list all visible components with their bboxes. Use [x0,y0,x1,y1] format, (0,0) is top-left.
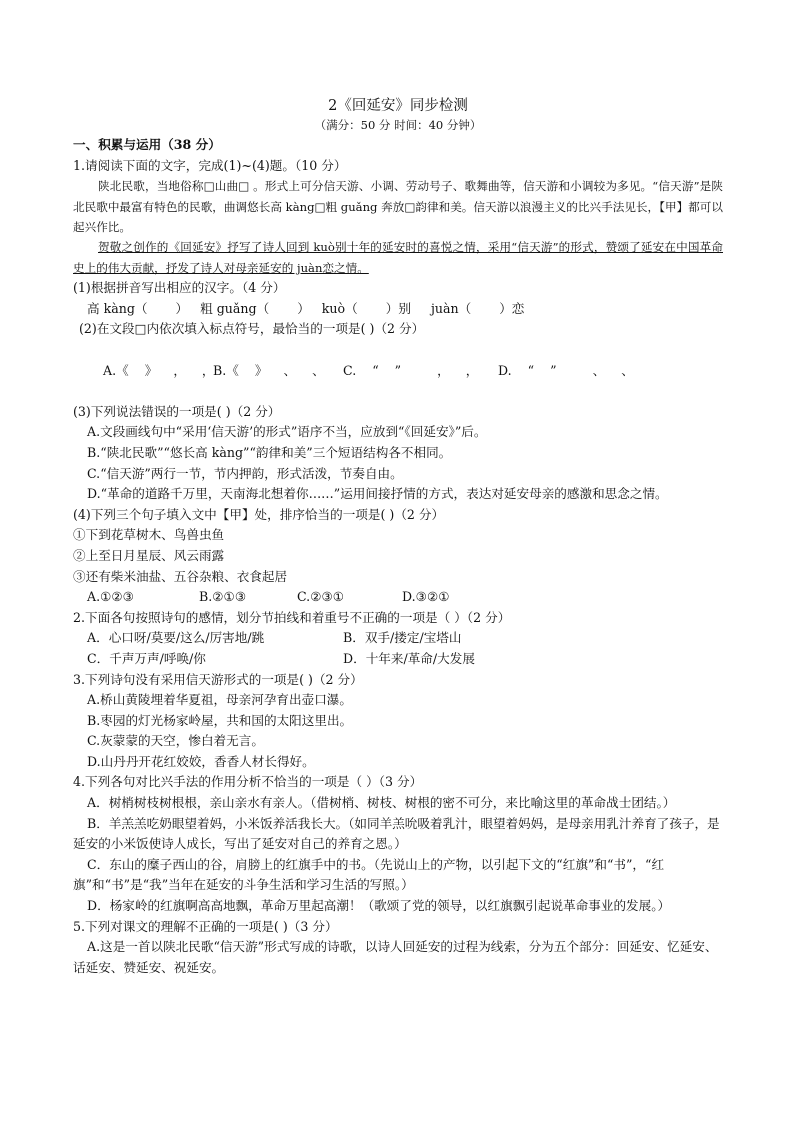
q1-stem: 1.请阅读下面的文字，完成(1)~(4)题。（10 分） [73,157,347,173]
q1-sub2-stem: (2)在文段□内依次填入标点符号，最恰当的一项是( )（2 分） [79,321,425,337]
option-b: B.枣园的灯光杨家岭屋，共和国的太阳这里出。 [87,712,353,728]
option-a: A．树梢树枝树根根，亲山亲水有亲人。（借树梢、树枝、树根的密不可分，来比喻这里的革命战士团结。） [87,795,676,811]
q1-sub1-stem: (1)根据拼音写出相应的汉字。（4 分） [73,280,286,296]
section-heading: 一、积累与运用（38 分） [73,137,221,152]
option-d: D.③②① [402,589,450,605]
option-d: D.山丹丹开花红姣姣，香香人材长得好。 [87,753,315,769]
option-b: B．羊羔羔吃奶眼望着妈，小米饭养活我长大。（如同羊羔吮吸着乳汁，眼望着妈妈，是母亲用乳汁养育了孩子，是延安的小米饭使诗人成长，写出了延安对自己的养育之恩。） [73,815,720,852]
sentence-2: ②上至日月星辰、风云雨露 [73,547,225,563]
q1-sub4-options [73,587,723,608]
q5-stem: 5.下列对课文的理解不正确的一项是( )（3 分） [73,918,338,934]
option-d: D．杨家岭的红旗啊高高地飘，革命万里起高潮！（歌颂了党的领导，以红旗飘引起说革命事业的发展。） [87,898,671,914]
option-d: D. “ ” 、 、 [498,362,634,378]
option-d: D.“革命的道路千万里，天南海北想着你……”运用间接抒情的方式，表达对延安母亲的感激和思念之情。 [87,486,668,502]
option-a: A.文段画线句中“采用‘信天游’的形式”语序不当，应放到“《回延安》”后。 [87,424,487,440]
q1-passage-1: 陕北民歌，当地俗称□山曲□ 。形式上可分信天游、小调、劳动号子、歌舞曲等，信天游和小调较为多见。“信天游”是陕北民歌中最富有特色的民歌，曲调悠长高 kàng□粗 guǎng 奔放□韵律和美。信天游以浪漫主义的比兴手法见长，【甲】都可以起兴作比。 [73,179,723,234]
q1-sub2-options [73,340,723,402]
option-c: C. “ ” ， ， [343,362,479,378]
option-b: B.②①③ [199,589,247,605]
option-c: C.“信天游”两行一节，节内押韵，形式活泼，节奏自由。 [87,465,403,481]
q1-passage-2: 贺敬之创作的《回延安》抒写了诗人回到 kuò别十年的延安时的喜悦之情，采用“信天游”的形式，赞颂了延安在中国革命史上的伟大贡献，抒发了诗人对母亲延安的 juàn恋之情。 [73,240,723,275]
option-a: A.这是一首以陕北民歌“信天游”形式写成的诗歌，以诗人回延安的过程为线索，分为五个部分：回延安、忆延安、话延安、赞延安、祝延安。 [73,939,718,975]
q1-sub4-stem: (4)下列三个句子填入文中【甲】处，排序恰当的一项是( )（2 分） [73,506,445,522]
option-c: C.②③① [297,589,345,605]
option-a: A.桥山黄陵埋着华夏祖，母亲河孕育出壶口瀑。 [87,692,352,708]
q4-stem: 4.下列各句对比兴手法的作用分析不恰当的一项是（ ）（3 分） [73,774,423,790]
option-a: A.《 》 ， ， [103,362,215,378]
option-c: C.灰蒙蒙的天空，惨白着无言。 [87,733,264,749]
q3-stem: 3.下列诗句没有采用信天游形式的一项是( )（2 分） [73,671,363,687]
score-time-note: （满分：50 分 时间：40 分钟） [314,118,482,132]
sentence-1: ①下到花草树木、鸟兽虫鱼 [73,527,225,543]
q1-sub1-items: 高 kàng（ ） 粗 guǎng（ ） kuò（ ）别 juàn（ ）恋 [87,300,525,316]
option-a: A.①②③ [87,589,134,605]
option-b: B．双手/搂定/宝塔山 [343,630,462,646]
option-d: D．十年来/革命/大发展 [343,650,475,666]
option-b: B.“陕北民歌”“悠长高 kàng”“韵律和美”三个短语结构各不相同。 [87,444,452,460]
worksheet-page [73,96,723,978]
option-c: C．千声万声/呼唤/你 [87,650,206,666]
sentence-3: ③还有柴米油盐、五谷杂粮、衣食起居 [73,568,288,584]
option-c: C．东山的糜子西山的谷，肩膀上的红旗手中的书。（先说山上的产物，以引起下文的“红旗”和“书”，“红旗”和“书”是“我”当年在延安的斗争生活和学习生活的写照。） [73,856,665,893]
q2-stem: 2.下面各句按照诗句的感情，划分节拍线和着重号不正确的一项是（ ）（2 分） [73,609,511,625]
q1-sub3-stem: (3)下列说法错误的一项是( )（2 分） [73,403,281,419]
q2-options-row-2 [73,649,723,670]
page-title: 2《回延安》同步检测 [328,98,468,114]
option-a: A．心口呀/莫要/这么/厉害地/跳 [87,630,265,646]
option-b: B.《 》 、 、 [213,362,325,378]
q2-options-row-1 [73,628,723,649]
